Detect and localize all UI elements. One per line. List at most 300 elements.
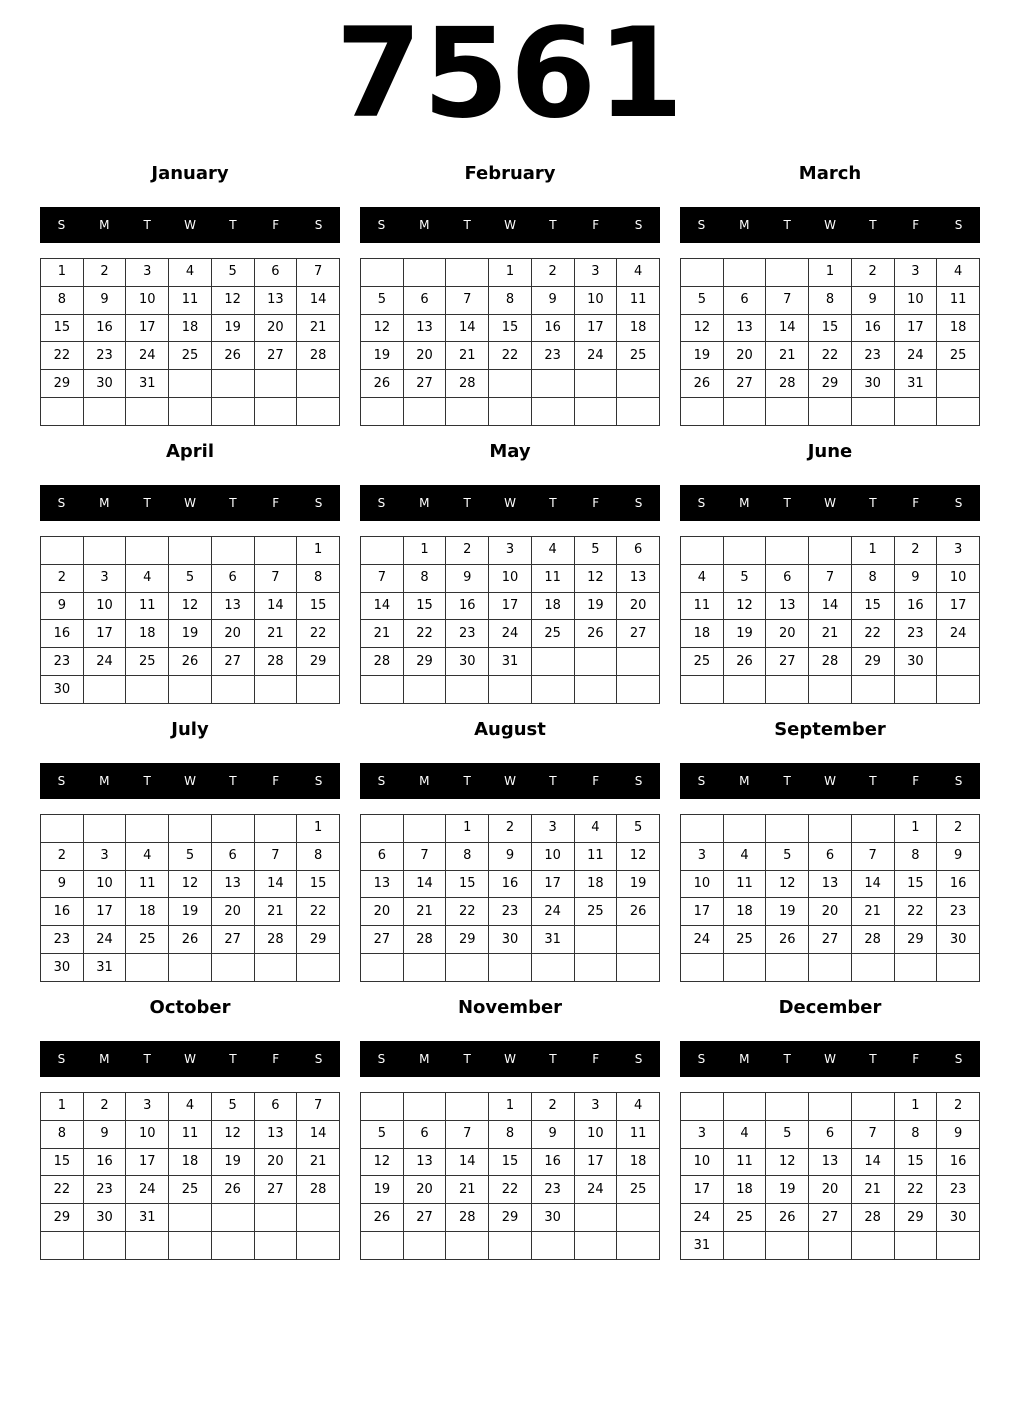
- day-cell: 21: [361, 620, 404, 648]
- weekday-label: F: [912, 1052, 920, 1066]
- week-row: [41, 342, 340, 370]
- empty-day-cell: [361, 1093, 404, 1121]
- day-cell: 13: [254, 1120, 297, 1148]
- week-row: [361, 1204, 660, 1232]
- week-row: [361, 676, 660, 704]
- day-cell: 14: [809, 592, 852, 620]
- day-cell: 25: [169, 1176, 212, 1204]
- day-cell: 20: [766, 620, 809, 648]
- empty-day-cell: [361, 1232, 404, 1260]
- day-cell: 21: [297, 1148, 340, 1176]
- day-cell: 7: [766, 286, 809, 314]
- day-cell: 27: [254, 1176, 297, 1204]
- empty-day-cell: [446, 676, 489, 704]
- day-cell: 5: [211, 1093, 254, 1121]
- empty-day-cell: [403, 1232, 446, 1260]
- day-cell: 17: [83, 620, 126, 648]
- empty-day-cell: [617, 648, 660, 676]
- weekday-header: [680, 485, 980, 521]
- week-row: [681, 620, 980, 648]
- weekday-label: S: [697, 774, 706, 788]
- day-cell: 19: [617, 870, 660, 898]
- day-cell: 8: [851, 564, 894, 592]
- weekday-label: S: [634, 218, 643, 232]
- empty-day-cell: [41, 815, 84, 843]
- day-cell: 31: [681, 1232, 724, 1260]
- week-row: [681, 564, 980, 592]
- weekday-label: M: [419, 1052, 430, 1066]
- day-cell: 5: [723, 564, 766, 592]
- day-cell: 15: [403, 592, 446, 620]
- month-name: June: [807, 441, 853, 462]
- empty-day-cell: [681, 537, 724, 565]
- day-cell: 1: [894, 815, 937, 843]
- day-cell: 4: [681, 564, 724, 592]
- empty-day-cell: [809, 537, 852, 565]
- empty-day-cell: [126, 676, 169, 704]
- weekday-label: F: [592, 218, 600, 232]
- empty-day-cell: [681, 1093, 724, 1121]
- empty-day-cell: [489, 954, 532, 982]
- day-cell: 14: [297, 1120, 340, 1148]
- weekday-label: F: [912, 496, 920, 510]
- empty-day-cell: [211, 537, 254, 565]
- weekday-label: T: [229, 774, 237, 788]
- day-cell: 6: [403, 1120, 446, 1148]
- day-cell: 14: [766, 314, 809, 342]
- weekday-label: T: [463, 774, 471, 788]
- day-cell: 14: [851, 870, 894, 898]
- day-cell: 31: [126, 1204, 169, 1232]
- weekday-label: W: [824, 496, 836, 510]
- weekday-label: S: [57, 218, 66, 232]
- empty-day-cell: [126, 398, 169, 426]
- day-cell: 20: [361, 898, 404, 926]
- week-row: [41, 898, 340, 926]
- day-cell: 16: [851, 314, 894, 342]
- day-grid: [360, 814, 660, 982]
- weekday-header: [360, 763, 660, 799]
- day-cell: 9: [531, 286, 574, 314]
- week-row: [361, 592, 660, 620]
- empty-day-cell: [681, 676, 724, 704]
- day-grid: [360, 258, 660, 426]
- empty-day-cell: [617, 398, 660, 426]
- day-cell: 23: [41, 926, 84, 954]
- day-cell: 14: [851, 1148, 894, 1176]
- day-cell: 26: [766, 926, 809, 954]
- empty-day-cell: [446, 398, 489, 426]
- week-row: [41, 1120, 340, 1148]
- day-cell: 22: [894, 1176, 937, 1204]
- weekday-label: W: [824, 774, 836, 788]
- day-cell: 11: [617, 1120, 660, 1148]
- day-cell: 8: [403, 564, 446, 592]
- weekday-label: S: [954, 218, 963, 232]
- week-row: [361, 648, 660, 676]
- day-cell: 22: [403, 620, 446, 648]
- weekday-label: S: [697, 218, 706, 232]
- empty-day-cell: [617, 954, 660, 982]
- week-row: [41, 564, 340, 592]
- day-cell: 9: [41, 592, 84, 620]
- day-cell: 18: [169, 314, 212, 342]
- day-cell: 13: [403, 314, 446, 342]
- day-cell: 25: [937, 342, 980, 370]
- day-cell: 2: [489, 815, 532, 843]
- day-cell: 23: [489, 898, 532, 926]
- day-cell: 27: [254, 342, 297, 370]
- month-name: April: [165, 441, 215, 462]
- weekday-label: T: [143, 1052, 151, 1066]
- day-cell: 7: [446, 1120, 489, 1148]
- day-cell: 11: [723, 870, 766, 898]
- day-cell: 21: [254, 620, 297, 648]
- day-cell: 21: [766, 342, 809, 370]
- week-row: [681, 592, 980, 620]
- week-row: [361, 564, 660, 592]
- day-cell: 17: [531, 870, 574, 898]
- weekday-label: F: [912, 774, 920, 788]
- weekday-label: T: [783, 218, 791, 232]
- day-cell: 18: [681, 620, 724, 648]
- day-cell: 1: [297, 537, 340, 565]
- day-cell: 18: [723, 1176, 766, 1204]
- week-row: [361, 1120, 660, 1148]
- day-cell: 25: [531, 620, 574, 648]
- weekday-label: M: [739, 1052, 750, 1066]
- weekday-header: [360, 1041, 660, 1077]
- day-cell: 23: [937, 1176, 980, 1204]
- empty-day-cell: [766, 1232, 809, 1260]
- day-cell: 24: [894, 342, 937, 370]
- day-cell: 4: [723, 1120, 766, 1148]
- empty-day-cell: [574, 1232, 617, 1260]
- day-cell: 17: [574, 1148, 617, 1176]
- weekday-header: [40, 1041, 340, 1077]
- day-grid: [40, 814, 340, 982]
- empty-day-cell: [531, 398, 574, 426]
- empty-day-cell: [169, 398, 212, 426]
- week-row: [41, 926, 340, 954]
- day-cell: 10: [531, 842, 574, 870]
- empty-day-cell: [169, 954, 212, 982]
- day-cell: 7: [297, 259, 340, 287]
- empty-day-cell: [361, 676, 404, 704]
- week-row: [361, 1232, 660, 1260]
- empty-day-cell: [254, 676, 297, 704]
- empty-day-cell: [211, 815, 254, 843]
- empty-day-cell: [574, 370, 617, 398]
- day-cell: 1: [446, 815, 489, 843]
- empty-day-cell: [169, 370, 212, 398]
- week-row: [41, 537, 340, 565]
- day-cell: 4: [126, 842, 169, 870]
- day-cell: 18: [531, 592, 574, 620]
- empty-day-cell: [766, 1093, 809, 1121]
- day-cell: 25: [617, 342, 660, 370]
- day-cell: 11: [937, 286, 980, 314]
- empty-day-cell: [297, 1232, 340, 1260]
- day-cell: 18: [617, 314, 660, 342]
- week-row: [361, 1176, 660, 1204]
- day-cell: 9: [489, 842, 532, 870]
- empty-day-cell: [489, 1232, 532, 1260]
- day-cell: 24: [83, 926, 126, 954]
- weekday-label: S: [57, 496, 66, 510]
- weekday-label: S: [314, 218, 323, 232]
- day-cell: 1: [41, 1093, 84, 1121]
- day-cell: 12: [361, 1148, 404, 1176]
- empty-day-cell: [254, 954, 297, 982]
- day-cell: 23: [83, 342, 126, 370]
- week-row: [681, 398, 980, 426]
- day-cell: 6: [361, 842, 404, 870]
- day-cell: 4: [574, 815, 617, 843]
- empty-day-cell: [297, 954, 340, 982]
- day-cell: 8: [446, 842, 489, 870]
- day-cell: 28: [403, 926, 446, 954]
- weekday-label: S: [634, 1052, 643, 1066]
- weekday-label: S: [314, 496, 323, 510]
- day-grid: [40, 258, 340, 426]
- day-cell: 11: [169, 1120, 212, 1148]
- empty-day-cell: [617, 926, 660, 954]
- month-name: August: [474, 719, 546, 740]
- day-cell: 10: [681, 1148, 724, 1176]
- empty-day-cell: [937, 398, 980, 426]
- week-row: [681, 898, 980, 926]
- day-cell: 17: [489, 592, 532, 620]
- day-cell: 6: [403, 286, 446, 314]
- month-name: December: [778, 997, 882, 1018]
- day-cell: 8: [809, 286, 852, 314]
- week-row: [41, 1176, 340, 1204]
- week-row: [681, 1176, 980, 1204]
- week-row: [361, 1148, 660, 1176]
- day-cell: 12: [681, 314, 724, 342]
- empty-day-cell: [169, 537, 212, 565]
- day-cell: 10: [937, 564, 980, 592]
- day-cell: 17: [126, 1148, 169, 1176]
- day-cell: 7: [809, 564, 852, 592]
- day-cell: 10: [574, 1120, 617, 1148]
- day-cell: 28: [446, 1204, 489, 1232]
- day-cell: 2: [851, 259, 894, 287]
- weekday-header: [40, 763, 340, 799]
- weekday-label: T: [549, 218, 557, 232]
- empty-day-cell: [446, 1232, 489, 1260]
- day-cell: 23: [851, 342, 894, 370]
- day-cell: 17: [681, 1176, 724, 1204]
- empty-day-cell: [403, 398, 446, 426]
- day-cell: 5: [574, 537, 617, 565]
- day-cell: 25: [126, 926, 169, 954]
- day-cell: 22: [446, 898, 489, 926]
- empty-day-cell: [851, 1232, 894, 1260]
- weekday-label: S: [377, 1052, 386, 1066]
- day-cell: 9: [83, 1120, 126, 1148]
- week-row: [41, 370, 340, 398]
- empty-day-cell: [126, 537, 169, 565]
- empty-day-cell: [809, 954, 852, 982]
- weekday-label: T: [143, 774, 151, 788]
- day-cell: 15: [489, 1148, 532, 1176]
- day-cell: 12: [169, 870, 212, 898]
- day-cell: 9: [531, 1120, 574, 1148]
- empty-day-cell: [297, 398, 340, 426]
- day-cell: 21: [446, 342, 489, 370]
- day-cell: 20: [723, 342, 766, 370]
- empty-day-cell: [851, 815, 894, 843]
- empty-day-cell: [254, 370, 297, 398]
- empty-day-cell: [83, 398, 126, 426]
- week-row: [41, 1148, 340, 1176]
- weekday-label: S: [377, 218, 386, 232]
- empty-day-cell: [126, 815, 169, 843]
- day-cell: 27: [617, 620, 660, 648]
- empty-day-cell: [489, 370, 532, 398]
- day-cell: 30: [83, 1204, 126, 1232]
- weekday-label: F: [592, 774, 600, 788]
- empty-day-cell: [254, 398, 297, 426]
- day-cell: 29: [489, 1204, 532, 1232]
- empty-day-cell: [489, 398, 532, 426]
- day-cell: 16: [489, 870, 532, 898]
- day-cell: 3: [681, 1120, 724, 1148]
- day-cell: 27: [766, 648, 809, 676]
- day-cell: 26: [617, 898, 660, 926]
- week-row: [361, 398, 660, 426]
- weekday-label: F: [592, 1052, 600, 1066]
- empty-day-cell: [617, 676, 660, 704]
- day-cell: 6: [809, 842, 852, 870]
- weekday-label: T: [143, 496, 151, 510]
- day-cell: 4: [937, 259, 980, 287]
- day-cell: 11: [723, 1148, 766, 1176]
- week-row: [41, 620, 340, 648]
- day-cell: 29: [41, 370, 84, 398]
- day-cell: 29: [297, 648, 340, 676]
- weekday-header: [680, 763, 980, 799]
- weekday-label: T: [229, 1052, 237, 1066]
- day-cell: 29: [403, 648, 446, 676]
- week-row: [361, 314, 660, 342]
- day-cell: 11: [681, 592, 724, 620]
- day-cell: 27: [403, 1204, 446, 1232]
- day-cell: 9: [41, 870, 84, 898]
- empty-day-cell: [126, 1232, 169, 1260]
- week-row: [681, 286, 980, 314]
- day-cell: 14: [361, 592, 404, 620]
- day-cell: 23: [446, 620, 489, 648]
- weekday-label: S: [314, 774, 323, 788]
- week-row: [361, 286, 660, 314]
- weekday-header: [40, 207, 340, 243]
- day-cell: 19: [681, 342, 724, 370]
- day-cell: 5: [169, 564, 212, 592]
- weekday-label: T: [463, 218, 471, 232]
- day-cell: 2: [41, 564, 84, 592]
- empty-day-cell: [403, 954, 446, 982]
- day-cell: 30: [894, 648, 937, 676]
- week-row: [681, 370, 980, 398]
- day-cell: 20: [211, 620, 254, 648]
- day-cell: 12: [211, 1120, 254, 1148]
- day-cell: 9: [851, 286, 894, 314]
- day-cell: 12: [169, 592, 212, 620]
- day-cell: 3: [531, 815, 574, 843]
- day-cell: 22: [489, 1176, 532, 1204]
- empty-day-cell: [723, 537, 766, 565]
- weekday-label: W: [504, 1052, 516, 1066]
- empty-day-cell: [403, 1093, 446, 1121]
- weekday-label: F: [912, 218, 920, 232]
- empty-day-cell: [723, 815, 766, 843]
- empty-day-cell: [211, 676, 254, 704]
- day-cell: 23: [531, 342, 574, 370]
- empty-day-cell: [83, 676, 126, 704]
- weekday-label: W: [184, 496, 196, 510]
- day-cell: 11: [169, 286, 212, 314]
- day-cell: 27: [809, 1204, 852, 1232]
- day-cell: 13: [809, 870, 852, 898]
- weekday-label: T: [869, 1052, 877, 1066]
- week-row: [41, 314, 340, 342]
- day-cell: 7: [403, 842, 446, 870]
- day-cell: 9: [937, 1120, 980, 1148]
- empty-day-cell: [809, 1093, 852, 1121]
- week-row: [41, 815, 340, 843]
- day-cell: 9: [894, 564, 937, 592]
- day-cell: 28: [851, 926, 894, 954]
- day-cell: 8: [297, 842, 340, 870]
- weekday-label: T: [783, 774, 791, 788]
- day-cell: 7: [254, 564, 297, 592]
- weekday-label: T: [869, 218, 877, 232]
- day-cell: 16: [41, 620, 84, 648]
- week-row: [681, 1148, 980, 1176]
- day-grid: [40, 1092, 340, 1260]
- day-cell: 30: [41, 676, 84, 704]
- weekday-label: S: [697, 496, 706, 510]
- day-cell: 29: [894, 1204, 937, 1232]
- empty-day-cell: [446, 1093, 489, 1121]
- day-cell: 4: [723, 842, 766, 870]
- day-cell: 26: [361, 1204, 404, 1232]
- day-cell: 18: [937, 314, 980, 342]
- day-cell: 12: [211, 286, 254, 314]
- day-cell: 11: [531, 564, 574, 592]
- empty-day-cell: [617, 1204, 660, 1232]
- day-cell: 29: [851, 648, 894, 676]
- weekday-header: [360, 207, 660, 243]
- empty-day-cell: [297, 676, 340, 704]
- day-cell: 5: [766, 842, 809, 870]
- day-cell: 27: [723, 370, 766, 398]
- weekday-header: [680, 207, 980, 243]
- day-cell: 15: [41, 1148, 84, 1176]
- weekday-label: M: [419, 774, 430, 788]
- week-row: [361, 898, 660, 926]
- day-cell: 20: [809, 898, 852, 926]
- week-row: [361, 370, 660, 398]
- empty-day-cell: [723, 1093, 766, 1121]
- empty-day-cell: [254, 537, 297, 565]
- day-cell: 1: [894, 1093, 937, 1121]
- weekday-label: T: [229, 496, 237, 510]
- day-cell: 13: [361, 870, 404, 898]
